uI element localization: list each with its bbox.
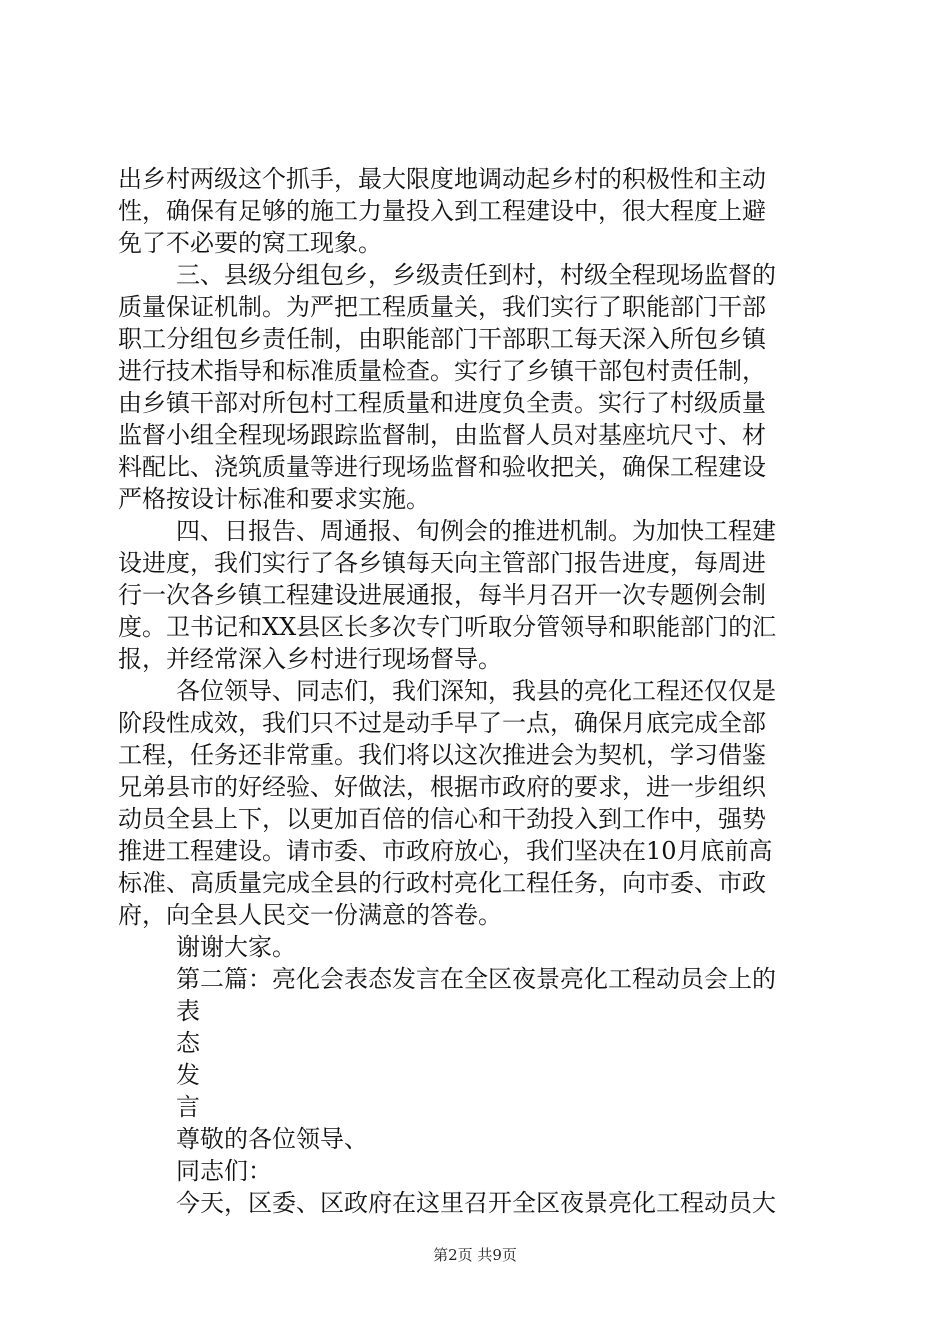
text-line: 三、县级分组包乡，乡级责任到村，村级全程现场监督的 bbox=[176, 261, 776, 289]
salutation: 尊敬的各位领导、 bbox=[176, 1125, 368, 1153]
text-line: 监督小组全程现场跟踪监督制，由监督人员对基座坑尺寸、材 bbox=[118, 421, 766, 449]
text-line: 阶段性成效，我们只不过是动手早了一点，确保月底完成全部 bbox=[118, 709, 766, 737]
text-line: 今天，区委、区政府在这里召开全区夜景亮化工程动员大 bbox=[176, 1189, 776, 1217]
salutation: 同志们： bbox=[176, 1157, 272, 1185]
text-line: 四、日报告、周通报、旬例会的推进机制。为加快工程建 bbox=[176, 517, 776, 545]
section-heading: 第二篇：亮化会表态发言在全区夜景亮化工程动员会上的 bbox=[176, 965, 776, 993]
text-line: 态 bbox=[176, 1029, 200, 1057]
text-line: 设进度，我们实行了各乡镇每天向主管部门报告进度，每周进 bbox=[118, 549, 766, 577]
text-line: 兄弟县市的好经验、好做法，根据市政府的要求，进一步组织 bbox=[118, 773, 766, 801]
text-line: 推进工程建设。请市委、市政府放心，我们坚决在10月底前高 bbox=[118, 837, 773, 865]
text-line: 进行技术指导和标准质量检查。实行了乡镇干部包村责任制， bbox=[118, 357, 766, 385]
text-line: 工程，任务还非常重。我们将以这次推进会为契机，学习借鉴 bbox=[118, 741, 766, 769]
text-line: 发 bbox=[176, 1061, 200, 1089]
text-line: 行一次各乡镇工程建设进展通报，每半月召开一次专题例会制 bbox=[118, 581, 766, 609]
text-line: 府，向全县人民交一份满意的答卷。 bbox=[118, 901, 502, 929]
text-line: 严格按设计标准和要求实施。 bbox=[118, 485, 430, 513]
text-line: 料配比、浇筑质量等进行现场监督和验收把关，确保工程建设 bbox=[118, 453, 766, 481]
text-line: 言 bbox=[176, 1093, 200, 1121]
text-line: 性，确保有足够的施工力量投入到工程建设中，很大程度上避 bbox=[118, 197, 766, 225]
page-number-footer: 第2页 共9页 bbox=[433, 1246, 517, 1264]
text-line: 免了不必要的窝工现象。 bbox=[118, 229, 382, 257]
text-line: 职工分组包乡责任制，由职能部门干部职工每天深入所包乡镇 bbox=[118, 325, 766, 353]
document-body bbox=[118, 163, 838, 1219]
text-line: 表 bbox=[176, 997, 200, 1025]
text-line: 由乡镇干部对所包村工程质量和进度负全责。实行了村级质量 bbox=[118, 389, 766, 417]
text-line: 报，并经常深入乡村进行现场督导。 bbox=[118, 645, 502, 673]
text-line: 各位领导、同志们，我们深知，我县的亮化工程还仅仅是 bbox=[176, 677, 776, 705]
text-line: 标准、高质量完成全县的行政村亮化工程任务，向市委、市政 bbox=[118, 869, 766, 897]
text-line: 谢谢大家。 bbox=[176, 933, 296, 961]
text-line: 质量保证机制。为严把工程质量关，我们实行了职能部门干部 bbox=[118, 293, 766, 321]
text-line: 出乡村两级这个抓手，最大限度地调动起乡村的积极性和主动 bbox=[118, 165, 766, 193]
text-line: 度。卫书记和XX县区长多次专门听取分管领导和职能部门的汇 bbox=[118, 613, 777, 641]
text-line: 动员全县上下，以更加百倍的信心和干劲投入到工作中，强势 bbox=[118, 805, 766, 833]
